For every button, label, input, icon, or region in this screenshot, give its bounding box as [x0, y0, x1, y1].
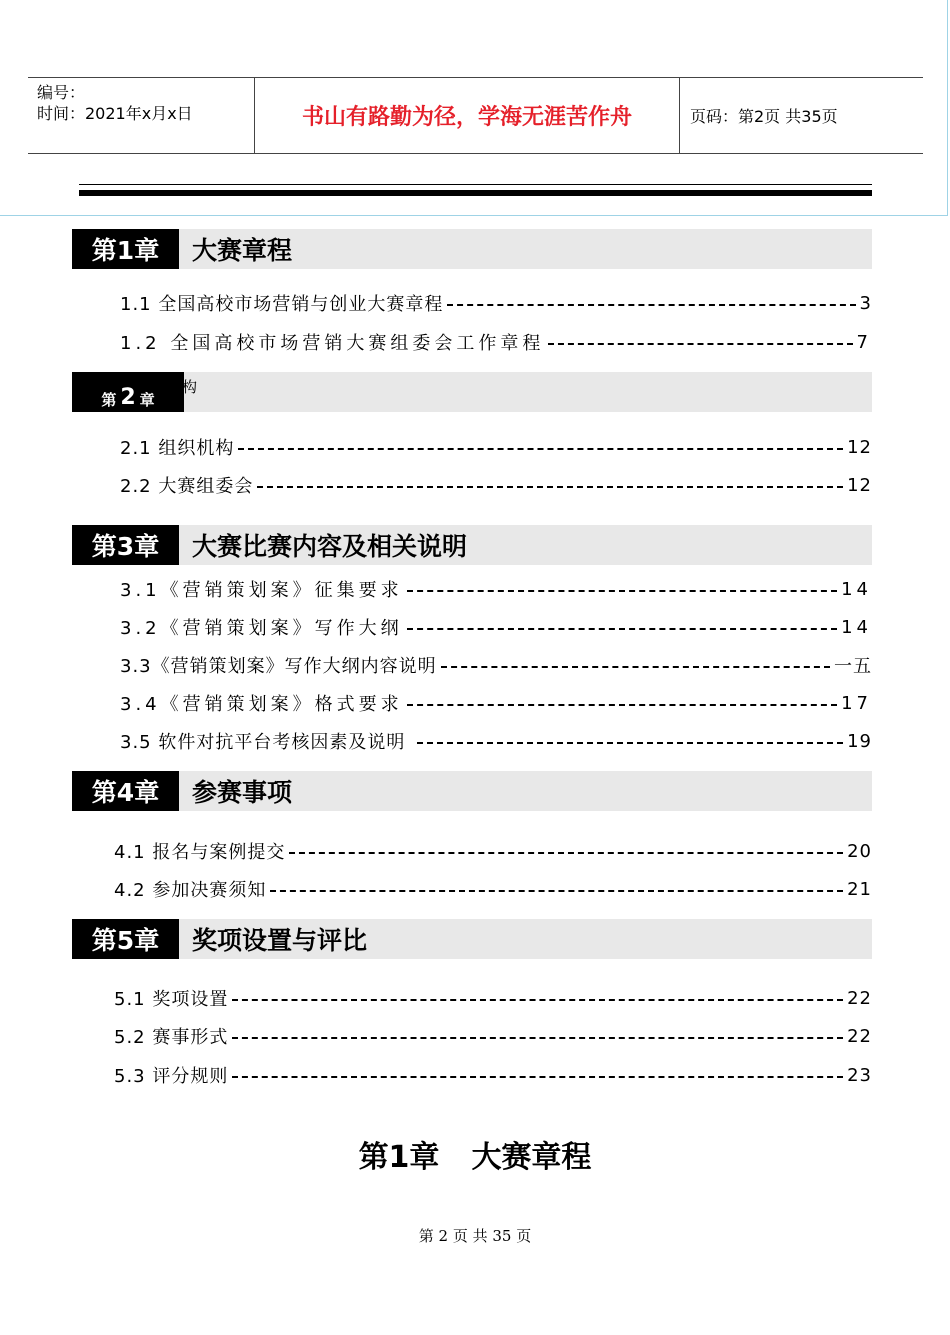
toc-leader: [407, 704, 837, 706]
toc-entry[interactable]: [0, 1023, 872, 1049]
section-heading-number: 第1章: [358, 1140, 440, 1175]
header-rule-thin: [79, 184, 872, 185]
chapter-title: 构: [182, 377, 198, 396]
toc-leader: [417, 742, 843, 744]
toc-leader: [447, 304, 855, 306]
toc-page: 19: [847, 730, 872, 752]
chapter-number: 第 2 章: [72, 372, 184, 412]
page-footer: 第 2 页 共 35 页: [418, 1227, 532, 1245]
toc-page: 23: [847, 1064, 872, 1086]
toc-entry[interactable]: [0, 652, 872, 678]
number-label: 编号：: [37, 83, 86, 102]
toc-label: 2.1 组织机构: [120, 438, 235, 459]
toc-page: 14: [841, 578, 872, 600]
toc-leader: [238, 448, 843, 450]
toc-page: 12: [847, 436, 872, 458]
toc-label: 3.5 软件对抗平台考核因素及说明: [120, 732, 406, 753]
toc-leader: [232, 999, 843, 1001]
toc-entry[interactable]: [0, 472, 872, 498]
toc-label: 5.2 赛事形式: [114, 1027, 229, 1048]
chapter-title: 大赛比赛内容及相关说明: [192, 532, 468, 561]
toc-label: 3.1《营销策划案》征集要求: [120, 580, 403, 601]
header-meta: [28, 78, 255, 153]
toc-page: 7: [856, 331, 872, 353]
toc-page: 22: [847, 987, 872, 1009]
chapter-5-banner: [72, 919, 872, 959]
chapter-3-banner: [72, 525, 872, 565]
toc-page: 22: [847, 1025, 872, 1047]
toc-label: 3.2《营销策划案》写作大纲: [120, 618, 403, 639]
chapter-1-banner: [72, 229, 872, 269]
chapter-title: 奖项设置与评比: [192, 926, 368, 955]
section-heading-title: 大赛章程: [471, 1140, 592, 1175]
toc-entry[interactable]: [0, 290, 872, 316]
chapter-number: 第5章: [72, 919, 179, 959]
time-label: 时间：2021年x月x日: [37, 104, 193, 123]
toc-leader: [232, 1037, 843, 1039]
toc-leader: [407, 590, 837, 592]
toc-entry[interactable]: [0, 690, 872, 716]
toc-page: 12: [847, 474, 872, 496]
toc-leader: [232, 1076, 843, 1078]
toc-entry[interactable]: [0, 434, 872, 460]
toc-leader: [270, 890, 843, 892]
toc-label: 5.1 奖项设置: [114, 989, 229, 1010]
section-heading: [0, 1132, 950, 1176]
chapter-4-banner: [72, 771, 872, 811]
toc-label: 1.2 全国高校市场营销大赛组委会工作章程: [120, 333, 545, 354]
toc-page: 20: [847, 840, 872, 862]
toc-label: 5.3 评分规则: [114, 1066, 229, 1087]
toc-entry[interactable]: [0, 614, 872, 640]
toc-leader: [548, 343, 852, 345]
toc-label: 3.4《营销策划案》格式要求: [120, 694, 403, 715]
toc-entry[interactable]: [0, 576, 872, 602]
toc-label: 2.2 大赛组委会: [120, 476, 254, 497]
toc-label: 4.1 报名与案例提交: [114, 842, 286, 863]
header-rule-thick: [79, 190, 872, 196]
toc-label: 3.3《营销策划案》写作大纲内容说明: [120, 656, 437, 677]
header-motto: 书山有路勤为径，学海无涯苦作舟: [255, 78, 680, 153]
toc-entry[interactable]: [0, 329, 872, 355]
toc-entry[interactable]: [0, 1062, 872, 1088]
document-header: [28, 77, 923, 154]
toc-leader: [257, 486, 843, 488]
chapter-number: 第3章: [72, 525, 179, 565]
chapter-2-banner: [72, 372, 872, 412]
toc-leader: [441, 666, 830, 668]
toc-leader: [289, 852, 843, 854]
toc-page: 17: [841, 692, 872, 714]
toc-leader: [407, 628, 837, 630]
toc-label: 1.1 全国高校市场营销与创业大赛章程: [120, 294, 444, 315]
chapter-number: 第4章: [72, 771, 179, 811]
toc-page: 21: [847, 878, 872, 900]
toc-entry[interactable]: [0, 985, 872, 1011]
toc-page: 14: [841, 616, 872, 638]
toc-page: 3: [859, 292, 872, 314]
toc-entry[interactable]: [0, 876, 872, 902]
chapter-title: 参赛事项: [192, 778, 293, 807]
chapter-title: 大赛章程: [192, 236, 293, 265]
toc-entry[interactable]: [0, 838, 872, 864]
toc-page: 一五: [834, 656, 872, 677]
header-page-info: 页码：第2页 共35页: [690, 107, 838, 126]
toc-label: 4.2 参加决赛须知: [114, 880, 267, 901]
toc-entry[interactable]: [0, 728, 872, 754]
chapter-number: 第1章: [72, 229, 179, 269]
